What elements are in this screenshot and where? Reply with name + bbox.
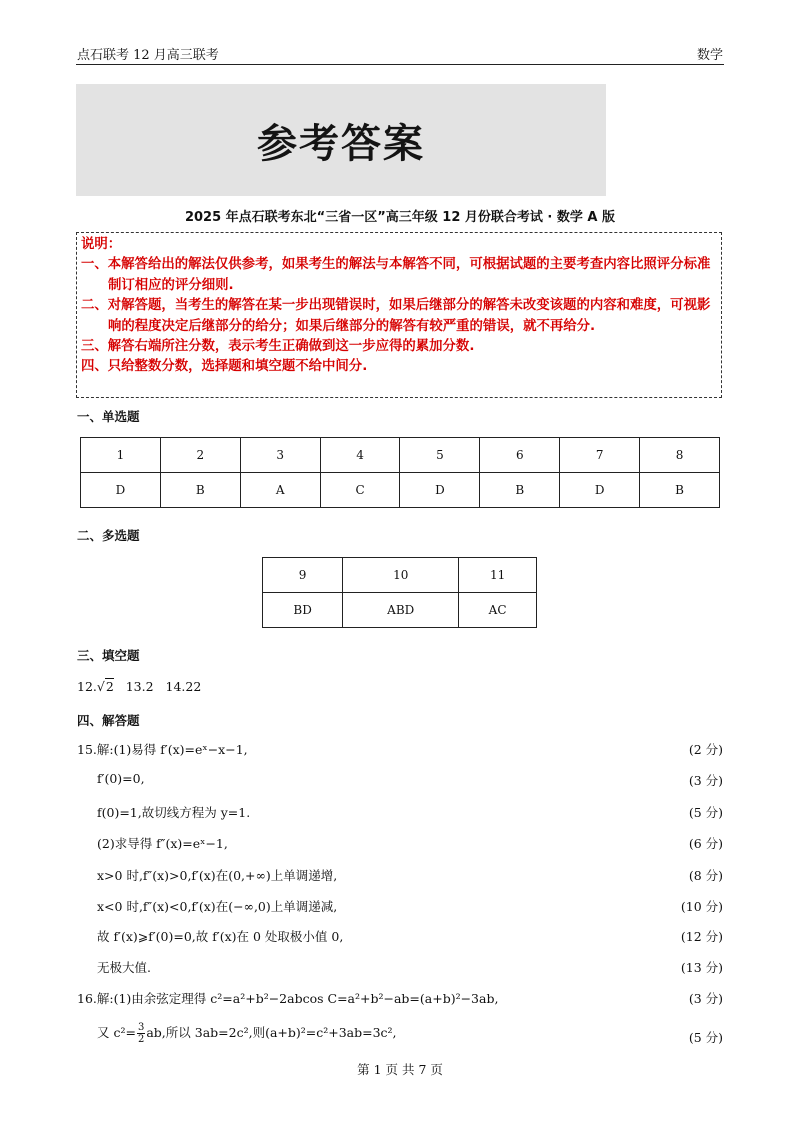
score-mark: (10 分) (680, 899, 723, 914)
solution-line: 16.解:(1)由余弦定理得 c²=a²+b²−2abcos C=a²+b²−ab=(a+b)²−3ab, (77, 991, 499, 1006)
instructions-box (76, 232, 722, 398)
answer-cell: D (81, 473, 161, 508)
fraction-numerator: 3 (137, 1022, 145, 1033)
section-heading-multi: 二、多选题 (77, 528, 140, 543)
answer-cell: D (560, 473, 640, 508)
header-rule (76, 64, 724, 65)
score-mark: (5 分) (688, 805, 723, 820)
section-heading-solutions: 四、解答题 (77, 713, 140, 728)
section-heading-single: 一、单选题 (77, 409, 140, 424)
line-prefix: 又 c²= (97, 1025, 136, 1040)
page-footer: 第 1 页 共 7 页 (357, 1062, 443, 1077)
line-suffix: ab,所以 3ab=2c²,则(a+b)²=c²+3ab=3c², (146, 1025, 397, 1040)
question-number: 2 (160, 438, 240, 473)
solution-line (97, 1022, 397, 1045)
single-choice-table (80, 437, 720, 508)
table-row (81, 473, 720, 508)
score-mark: (12 分) (680, 929, 723, 944)
question-number: 10 (343, 558, 459, 593)
question-number: 9 (263, 558, 343, 593)
question-number: 6 (480, 438, 560, 473)
instructions-heading: 说明： (81, 237, 122, 252)
answer-cell: BD (263, 593, 343, 628)
solution-line: (2)求导得 f″(x)=eˣ−1, (97, 836, 228, 851)
answer-cell: C (320, 473, 400, 508)
fraction (137, 1022, 145, 1045)
question-number: 1 (81, 438, 161, 473)
answer-12-label: 12. (77, 679, 97, 694)
question-number: 7 (560, 438, 640, 473)
question-number: 11 (459, 558, 537, 593)
solution-line: f′(0)=0, (97, 771, 145, 786)
table-row (81, 438, 720, 473)
solution-line: 15.解:(1)易得 f′(x)=eˣ−x−1, (77, 742, 248, 757)
score-mark: (6 分) (688, 836, 723, 851)
question-number: 3 (240, 438, 320, 473)
exam-subtitle: 2025 年点石联考东北“三省一区”高三年级 12 月份联合考试 · 数学 A 版 (184, 210, 616, 225)
answer-13: 13.2 (125, 679, 154, 694)
question-number: 4 (320, 438, 400, 473)
solution-line: 无极大值. (97, 960, 151, 975)
score-mark: (2 分) (688, 742, 723, 757)
table-row (263, 593, 537, 628)
answer-cell: B (160, 473, 240, 508)
header-subject: 数学 (696, 48, 723, 63)
multi-choice-table (262, 557, 537, 628)
answer-cell: A (240, 473, 320, 508)
score-mark: (3 分) (688, 773, 723, 788)
score-mark: (3 分) (688, 991, 723, 1006)
page-title: 参考答案 (257, 119, 425, 167)
answer-14: 14.22 (165, 679, 202, 694)
question-number: 8 (640, 438, 720, 473)
fraction-denominator: 2 (137, 1034, 145, 1045)
table-row (263, 558, 537, 593)
answer-cell: B (480, 473, 560, 508)
answer-cell: ABD (343, 593, 459, 628)
header-left-text: 点石联考 12 月高三联考 (77, 48, 219, 63)
solution-line: f(0)=1,故切线方程为 y=1. (97, 805, 251, 820)
question-number: 5 (400, 438, 480, 473)
solution-line: x<0 时,f″(x)<0,f′(x)在(−∞,0)上单调递减, (97, 899, 338, 914)
score-mark: (5 分) (688, 1030, 723, 1045)
answer-cell: B (640, 473, 720, 508)
solution-line: x>0 时,f″(x)>0,f′(x)在(0,+∞)上单调递增, (97, 868, 338, 883)
solution-line: 故 f′(x)⩾f′(0)=0,故 f′(x)在 0 处取极小值 0, (97, 929, 344, 944)
answer-cell: D (400, 473, 480, 508)
score-mark: (13 分) (680, 960, 723, 975)
fill-blank-answers (77, 679, 201, 694)
answer-12-value: 2 (105, 679, 114, 694)
instruction-item: 四、只给整数分数，选择题和填空题不给中间分. (81, 359, 368, 375)
title-banner (76, 84, 606, 196)
answer-cell: AC (459, 593, 537, 628)
instruction-item: 二、对解答题，当考生的解答在某一步出现错误时，如果后继部分的解答未改变该题的内容和难度，可视影响的程度决定后继部分的给分；如果后继部分的解答有较严重的错误，就不再给分. (81, 298, 711, 334)
section-heading-fill: 三、填空题 (77, 648, 140, 663)
score-mark: (8 分) (688, 868, 723, 883)
instruction-item: 三、解答右端所注分数，表示考生正确做到这一步应得的累加分数. (81, 339, 475, 355)
sqrt-symbol: √ (96, 679, 105, 694)
instruction-item: 一、本解答给出的解法仅供参考，如果考生的解法与本解答不同，可根据试题的主要考查内容比照评分标准制订相应的评分细则. (81, 257, 711, 293)
